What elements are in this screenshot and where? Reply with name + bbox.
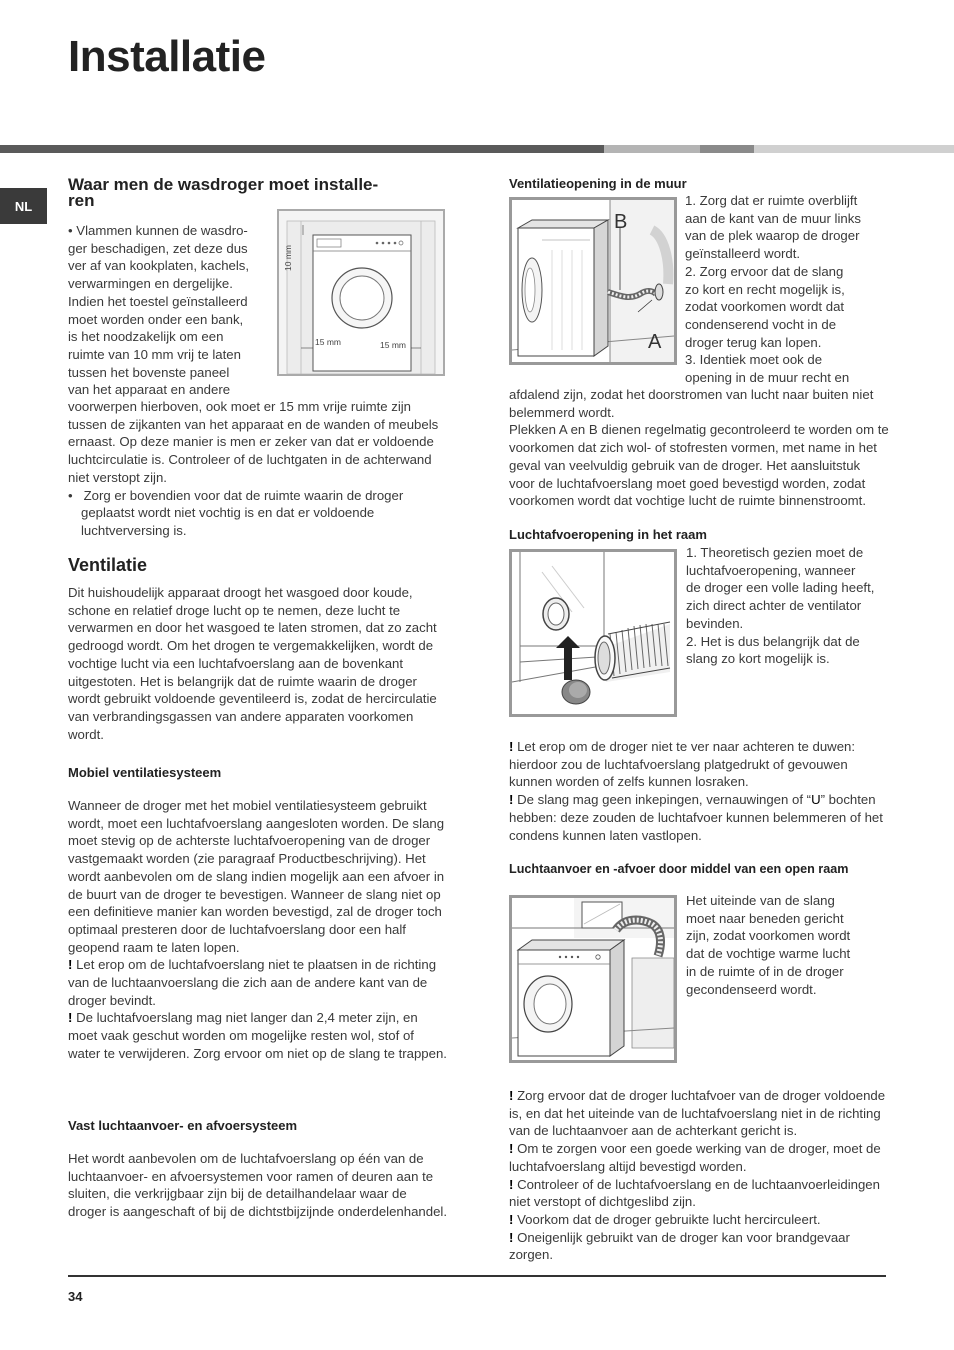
window-line-2: de droger een volle lading heeft, (686, 580, 875, 596)
open-side-text (686, 892, 891, 998)
mobile-warning-2: ! De luchtafvoerslang mag niet langer dan 2,4 meter zijn, en moet vaak geschut worden om mogelijke resten wol, stof of water te verwijderen. Zorg ervoor om niet op de slang te trappen. (68, 1010, 447, 1061)
final-warning-3: ! Voorkom dat de droger gebruikte lucht hercirculeert. (509, 1211, 821, 1227)
mobile-warning-1: ! Let erop om de luchtafvoerslang niet te plaatsen in de richting van de luchtaanvoerslang die zich aan de andere kant van de droger bevindt. (68, 957, 437, 1008)
figure-window-vent (509, 549, 677, 717)
where-line-9: van het apparaat en andere (68, 382, 231, 398)
fixed-section (68, 1118, 448, 1221)
open-line-3: dat de vochtige warme lucht (686, 946, 851, 962)
where-line-1: ger beschadigen, zet deze dus (68, 240, 248, 256)
where-line-7: ruimte van 10 mm vrij te laten (68, 346, 241, 362)
header-bar-mid (604, 145, 700, 153)
page-title: Installatie (68, 32, 266, 81)
footer-rule (68, 1275, 886, 1277)
wall-line-2: van de plek waarop de droger (685, 228, 860, 244)
label-a: A (648, 331, 662, 353)
warning-push: ! Let erop om de droger niet te ver naar achteren te duwen: hierdoor zou de luchtafvoerslang platgedrukt of gevouwen kunnen worden of zelfs kunnen losraken. (509, 739, 856, 790)
open-line-1: moet naar beneden gericht (686, 910, 844, 926)
mobile-section (68, 765, 448, 1063)
ventilatie-section (68, 555, 448, 743)
open-line-5: gecondenseerd wordt. (686, 981, 817, 997)
wall-heading: Ventilatieopening in de muur (509, 176, 687, 191)
label-15mm-right: 15 mm (380, 340, 406, 350)
label-10mm: 10 mm (283, 245, 293, 271)
wall-line-3: geïnstalleerd wordt. (685, 246, 801, 262)
final-warnings (509, 1087, 889, 1264)
language-tag: NL (0, 188, 47, 224)
where-bullet-1-rest: voorwerpen hierboven, ook moet er 15 mm vrije ruimte zijn tussen de zijkanten van het apparaat en de wanden of meubels ernaast. Op deze manier is men er zeker van dat er voldoende luchtcirculatie is. Controleer of de luchtgaten in de achterwand niet verstopt zijn. • Zorg er bovendien voor dat de ruimte waarin de droger geplaatst wordt niet vochtig is en dat er voldoende luchtverversing is. (68, 398, 448, 540)
where-bullet-1-lines: • Vlammen kunnen de wasdro- ger beschadigen, zet deze dus ver af van kookplaten, kachels, verwarmingen en dergelijke. Indien het toestel geïnstalleerd moet worden onder een bank, is het noodzakelijk om een ruimte van 10 mm vrij te laten tussen het bovenste paneel van het apparaat en andere (68, 222, 268, 399)
wall-vent-illustration (512, 200, 674, 362)
window-heading: Luchtafvoeropening in het raam (509, 527, 707, 542)
open-heading: Luchtaanvoer en -afvoer door middel van een open raam (509, 862, 849, 876)
middle-warnings (509, 738, 889, 844)
window-line-0: 1. Theoretisch gezien moet de (686, 545, 864, 560)
wall-line-9: 3. Identiek moet ook de (685, 352, 823, 368)
wall-line-7: condenserend vocht in de (685, 316, 837, 332)
mobile-text: Wanneer de droger met het mobiel ventilatiesysteem gebruikt wordt, moet een luchtafvoerslang aangesloten worden. De slang moet stevig op de achterste luchtafvoeropening van de droger vastgemaakt worden (zie paragraaf Productbeschrijving). Het wordt aanbevolen om de slang indien mogelijk aan een afvoer in de buurt van de droger te bevestigen. Wanneer de slang niet op een definitieve manier kan worden bevestigd, zal de droger toch optimaal presteren door de luchtafvoerslang door een half geopend raam te laten lopen. (68, 798, 445, 955)
where-bullet-2: • Zorg er bovendien voor dat de ruimte waarin de droger geplaatst wordt niet vochtig is en dat er voldoende luchtverversing is. (68, 487, 404, 538)
label-15mm-left: 15 mm (315, 337, 341, 347)
window-line-6: slang zo kort mogelijk is. (686, 651, 830, 667)
final-warning-2: ! Controleer of de luchtafvoerslang en de luchtaanvoerleidingen niet verstopt of dichtgeslibd zijn. (509, 1176, 880, 1210)
window-line-5: 2. Het is dus belangrijk dat de (686, 633, 860, 649)
wall-line-1: aan de kant van de muur links (685, 210, 861, 226)
figure-wall-vent (509, 197, 677, 365)
dryer-clearance-illustration (279, 211, 443, 374)
window-line-3: zich direct achter de ventilator (686, 598, 862, 614)
open-window-illustration (512, 898, 674, 1060)
wall-line-5: zo kort en recht mogelijk is, (685, 281, 845, 297)
wall-line-8: droger terug kan lopen. (685, 334, 822, 350)
final-warning-0: ! Zorg ervoor dat de droger luchtafvoer van de droger voldoende is, en dat het uiteinde van de luchtafvoerslang niet in de richting van de luchtaanvoer aan de achterkant gericht is. (509, 1088, 886, 1139)
wall-line-0: 1. Zorg dat er ruimte overblijft (685, 193, 858, 208)
header-bar-light (754, 145, 954, 153)
wall-line-4: 2. Zorg ervoor dat de slang (685, 263, 844, 279)
ventilatie-text: Dit huishoudelijk apparaat droogt het wasgoed door koude, schone en relatief droge lucht op te nemen, deze lucht te verwarmen en door het wasgoed te laten stromen, dat zo zacht gedroogd wordt. Om het drogen te vergemakkelijken, wordt de vochtige lucht via een luchtafvoerslang aan de bovenkant uitgestoten. Het is belangrijk dat de ruimte waarin de droger wordt gebruikt voldoende geventileerd is, zodat de hercirculatie van verbrandingsgassen van andere apparaten voorkomen wordt. (68, 585, 437, 742)
wall-line-6: zodat voorkomen wordt dat (685, 299, 845, 315)
where-line-0: Vlammen kunnen de wasdro- (76, 223, 248, 238)
fixed-text: Het wordt aanbevolen om de luchtafvoerslang op één van de luchtaanvoer- en afvoersystemen voor ramen of deuren aan te sluiten, die verkrijgbaar zijn bij de detailhandelaar waar de droger is aangeschaft of bij de dichtstbijzijnde onderdelenhandel. (68, 1151, 448, 1220)
header-bar-dark (0, 145, 604, 153)
where-line-2: ver af van kookplaten, kachels, (68, 258, 250, 274)
header-bar-dark2 (700, 145, 754, 153)
window-line-1: luchtafvoeropening, wanneer (686, 562, 856, 578)
where-heading: Waar men de wasdroger moet installe- ren (68, 175, 379, 210)
label-b: B (614, 211, 628, 233)
figure-open-window (509, 895, 677, 1063)
final-warning-1: ! Om te zorgen voor een goede werking van de droger, moet de luchtafvoerslang altijd bevestigd worden. (509, 1141, 881, 1174)
wall-rest: afdalend zijn, zodat het doorstromen van lucht naar buiten niet belemmerd wordt. Plekken A en B dienen regelmatig gecontroleerd te worden om te voorkomen dat zich wol- of stofresten vormen, met name in het geval van veelvuldig gebruik van de droger. Het aansluitstuk voor de luchtafvoerslang moet goed bevestigd worden, zodat voorkomen wordt dat vochtige lucht de ruimte binnenstroomt. (509, 387, 889, 509)
window-line-4: bevinden. (686, 615, 744, 631)
where-line-4: Indien het toestel geïnstalleerd (68, 293, 248, 309)
figure-clearance (277, 209, 445, 376)
ventilatie-heading: Ventilatie (68, 555, 148, 575)
wall-side-text (685, 192, 890, 387)
mobile-heading: Mobiel ventilatiesysteem (68, 765, 222, 780)
warning-kink: ! De slang mag geen inkepingen, vernauwingen of “U” bochten hebben: deze zouden de luchtafvoer kunnen belemmeren of het condens kunnen laten vastlopen. (509, 792, 883, 843)
where-line-6: is het noodzakelijk om een (68, 329, 224, 345)
open-line-2: zijn, zodat voorkomen wordt (686, 928, 851, 944)
open-line-0: Het uiteinde van de slang (686, 893, 835, 908)
wall-ab-text: Plekken A en B dienen regelmatig gecontroleerd te worden om te voorkomen dat zich wol- of stofresten vormen, met name in het geval van veelvuldig gebruik van de droger. Het aansluitstuk voor de luchtafvoerslang moet goed bevestigd worden, zodat voorkomen wordt dat vochtige lucht de ruimte binnenstroomt. (509, 422, 889, 509)
open-line-4: in de ruimte of in de droger (686, 963, 844, 979)
page-number: 34 (68, 1289, 83, 1304)
where-line-8: tussen het bovenste paneel (68, 364, 230, 380)
window-side-text (686, 544, 891, 668)
where-line-5: moet worden onder een bank, (68, 311, 244, 327)
where-line-3: verwarmingen en dergelijke. (68, 276, 233, 292)
wall-line-10: opening in de muur recht en (685, 370, 850, 386)
window-vent-illustration (512, 552, 674, 714)
final-warning-4: ! Oneigenlijk gebruikt van de droger kan voor brandgevaar zorgen. (509, 1229, 850, 1263)
fixed-heading: Vast luchtaanvoer- en afvoersysteem (68, 1118, 298, 1133)
